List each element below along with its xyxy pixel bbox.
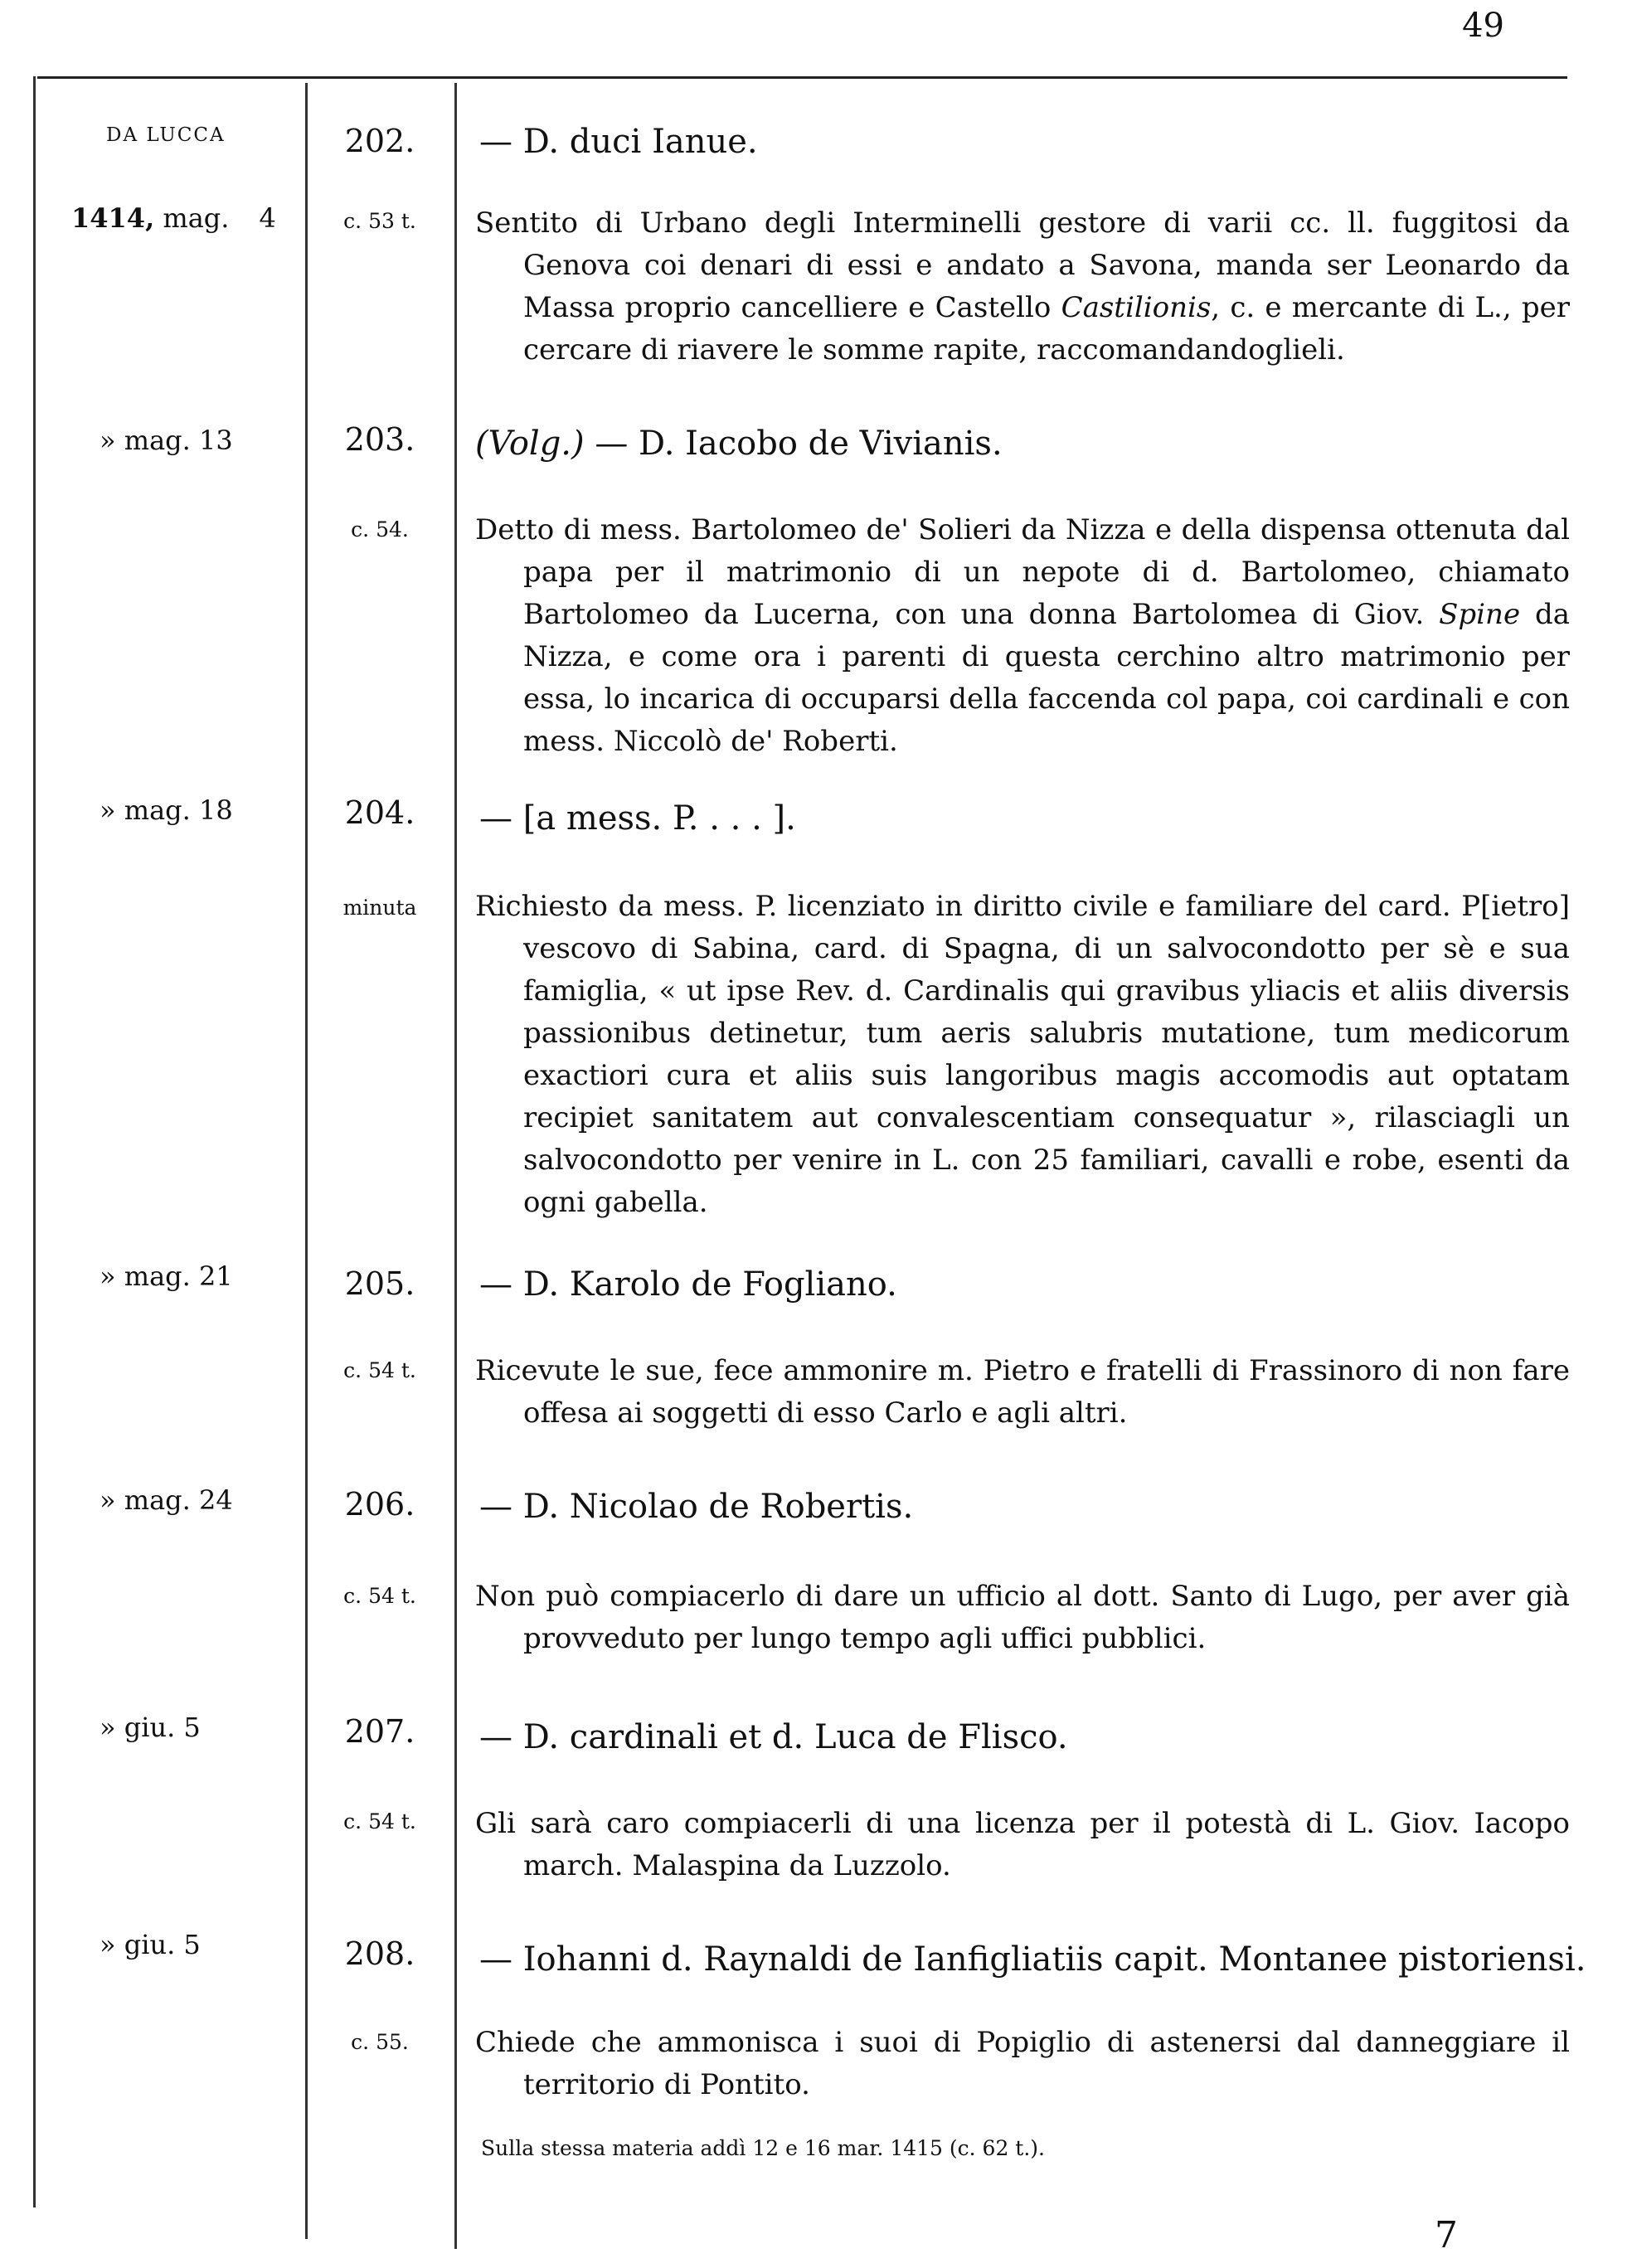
entry-date: » giu. 5 bbox=[100, 1712, 201, 1743]
entry-heading: — D. Nicolao de Robertis. bbox=[479, 1488, 914, 1526]
entry-date: » giu. 5 bbox=[100, 1929, 201, 1960]
entry-abstract: Richiesto da mess. P. licenziato in diritto civile e familiare del card. P[ietro] vescovo di Sabina, card. di Spagna, di un salvocondotto per sè e sua famiglia, « ut ipse Rev. d. Cardinalis qui gravibus yliacis et aliis diversis passionibus detinetur, tum aeris salubris mutatione, tum medicorum exactiori cura et aliis suis langoribus magis accomodis aut optatam recipiet sanitatem aut convalescentiam consequatur », rilasciagli un salvocondotto per venire in L. con 25 familiari, cavalli e robe, esenti da ogni gabella. bbox=[475, 890, 1570, 1219]
entry-heading: — D. Karolo de Fogliano. bbox=[479, 1265, 897, 1304]
page-number: 49 bbox=[1462, 7, 1504, 45]
entry-abstract: Ricevute le sue, fece ammonire m. Pietro e fratelli di Frassinoro di non fare offesa ai soggetti di esso Carlo e agli altri. bbox=[475, 1354, 1570, 1430]
entry-number: 208. bbox=[344, 1935, 415, 1972]
entry-date: » mag. 21 bbox=[100, 1260, 233, 1292]
column-divider-date bbox=[305, 83, 308, 2239]
entry-abstract: Sentito di Urbano degli Interminelli gestore di varii cc. ll. fuggitosi da Genova coi denari di essi e andato a Savona, manda ser Leonardo da Massa proprio cancelliere e Castello Castilionis, c. e mercante di L., per cercare di riavere le somme rapite, raccomandandoglieli. bbox=[475, 206, 1571, 367]
entry-abstract: Chiede che ammonisca i suoi di Popiglio di astenersi dal danneggiare il territorio di Pontito. bbox=[475, 2026, 1570, 2101]
entry-abstract: Detto di mess. Bartolomeo de' Solieri da Nizza e della dispensa ottenuta dal papa per il matrimonio di un nepote di d. Bartolomeo, chiamato Bartolomeo da Lucerna, con una donna Bartolomea di Giov. Spine da Nizza, e come ora i parenti di questa cerchino altro matrimonio per essa, lo incarica di occuparsi della faccenda col papa, coi cardinali e con mess. Niccolò de' Roberti. bbox=[475, 513, 1570, 758]
signature-mark: 7 bbox=[1435, 2214, 1458, 2256]
entry-heading: — D. duci Ianue. bbox=[479, 123, 758, 161]
entry-date: » mag. 24 bbox=[100, 1484, 233, 1516]
entry-heading: — [a mess. P. . . . ]. bbox=[479, 799, 796, 838]
entry-heading: — D. cardinali et d. Luca de Flisco. bbox=[479, 1718, 1068, 1756]
entry-number: 204. bbox=[344, 794, 415, 831]
entry-abstract: Gli sarà caro compiacerli di una licenza per il potestà di L. Giov. Iacopo march. Malaspina da Luzzolo. bbox=[475, 1807, 1570, 1882]
entry-folio: c. 54 t. bbox=[343, 1358, 416, 1382]
entry-folio: c. 53 t. bbox=[343, 209, 416, 233]
entry-heading: (Volg.) — D. Iacobo de Vivianis. bbox=[475, 425, 1003, 463]
entry-date: 1414, mag. 4 bbox=[71, 202, 276, 234]
entry-folio: c. 55. bbox=[351, 2030, 409, 2054]
entry-number: 205. bbox=[344, 1265, 415, 1302]
entry-abstract: Non può compiacerlo di dare un ufficio al dott. Santo di Lugo, per aver già provveduto per lungo tempo agli uffici pubblici. bbox=[475, 1580, 1570, 1655]
column-divider-left bbox=[33, 76, 36, 2207]
entry-number: 207. bbox=[344, 1713, 415, 1750]
entry-folio: c. 54 t. bbox=[343, 1584, 416, 1608]
entry-date: » mag. 18 bbox=[100, 794, 233, 826]
column-divider-number bbox=[454, 83, 457, 2249]
entry-folio: minuta bbox=[342, 896, 417, 920]
entry-note: Sulla stessa materia addì 12 e 16 mar. 1415 (c. 62 t.). bbox=[481, 2136, 1045, 2160]
entry-number: 203. bbox=[344, 421, 415, 458]
top-rule bbox=[37, 76, 1567, 79]
entry-number: 202. bbox=[344, 123, 415, 159]
place-header: DA LUCCA bbox=[106, 124, 226, 146]
entry-folio: c. 54. bbox=[351, 517, 409, 542]
entry-folio: c. 54 t. bbox=[343, 1809, 416, 1833]
entry-date: » mag. 13 bbox=[100, 425, 233, 456]
entry-number: 206. bbox=[344, 1486, 415, 1523]
entry-heading: — Iohanni d. Raynaldi de Ianfigliatiis capit. Montanee pistoriensi. bbox=[479, 1940, 1586, 1979]
